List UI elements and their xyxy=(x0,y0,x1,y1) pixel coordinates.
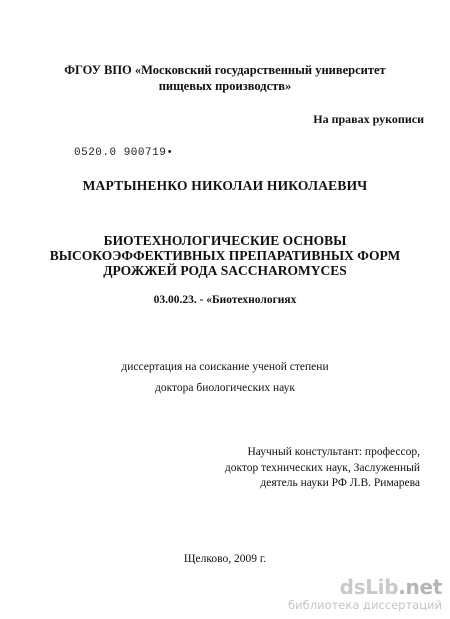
watermark-logo xyxy=(288,576,442,598)
title-line-2: ВЫСОКОЭФФЕКТИВНЫХ ПРЕПАРАТИВНЫХ ФОРМ xyxy=(49,248,401,263)
specialty-code: 03.00.23. - «Биотехнологиях xyxy=(153,294,297,306)
institution-header xyxy=(0,62,450,94)
title-line-1: БИОТЕХНОЛОГИЧЕСКИЕ ОСНОВЫ xyxy=(103,233,347,248)
consultant-line-1: Научный констультант: профессор, xyxy=(247,446,420,458)
dissertation-title xyxy=(0,233,450,278)
city-year: Щелково, 2009 г. xyxy=(183,553,267,565)
watermark-logo-tld: .net xyxy=(398,575,442,599)
consultant-line-2: доктор технических наук, Заслуженный xyxy=(224,461,420,474)
title-line-3: ДРОЖЖЕЙ РОДА SACCHAROMYCES xyxy=(103,263,347,278)
institution-line-1: ФГОУ ВПО «Московский государственный университет xyxy=(64,63,386,77)
scientific-consultant xyxy=(225,445,420,492)
manuscript-rights-label: На правах рукописи xyxy=(313,112,424,126)
watermark-subtitle: библиотека диссертаций xyxy=(288,598,442,612)
consultant-line-3: деятель науки РФ Л.В. Римарева xyxy=(260,477,420,489)
archive-code: 0520.0 900719• xyxy=(74,147,174,159)
degree-line-1: диссертация на соискание ученой степени xyxy=(121,361,329,373)
institution-line-2: пищевых производств» xyxy=(158,79,292,93)
dslib-watermark xyxy=(288,576,442,612)
watermark-logo-main: dsLib xyxy=(339,575,399,599)
degree-line-2: доктора биологических наук xyxy=(154,382,295,394)
author-name: МАРТЫНЕНКО НИКОЛАИ НИКОЛАЕВИЧ xyxy=(82,178,368,193)
